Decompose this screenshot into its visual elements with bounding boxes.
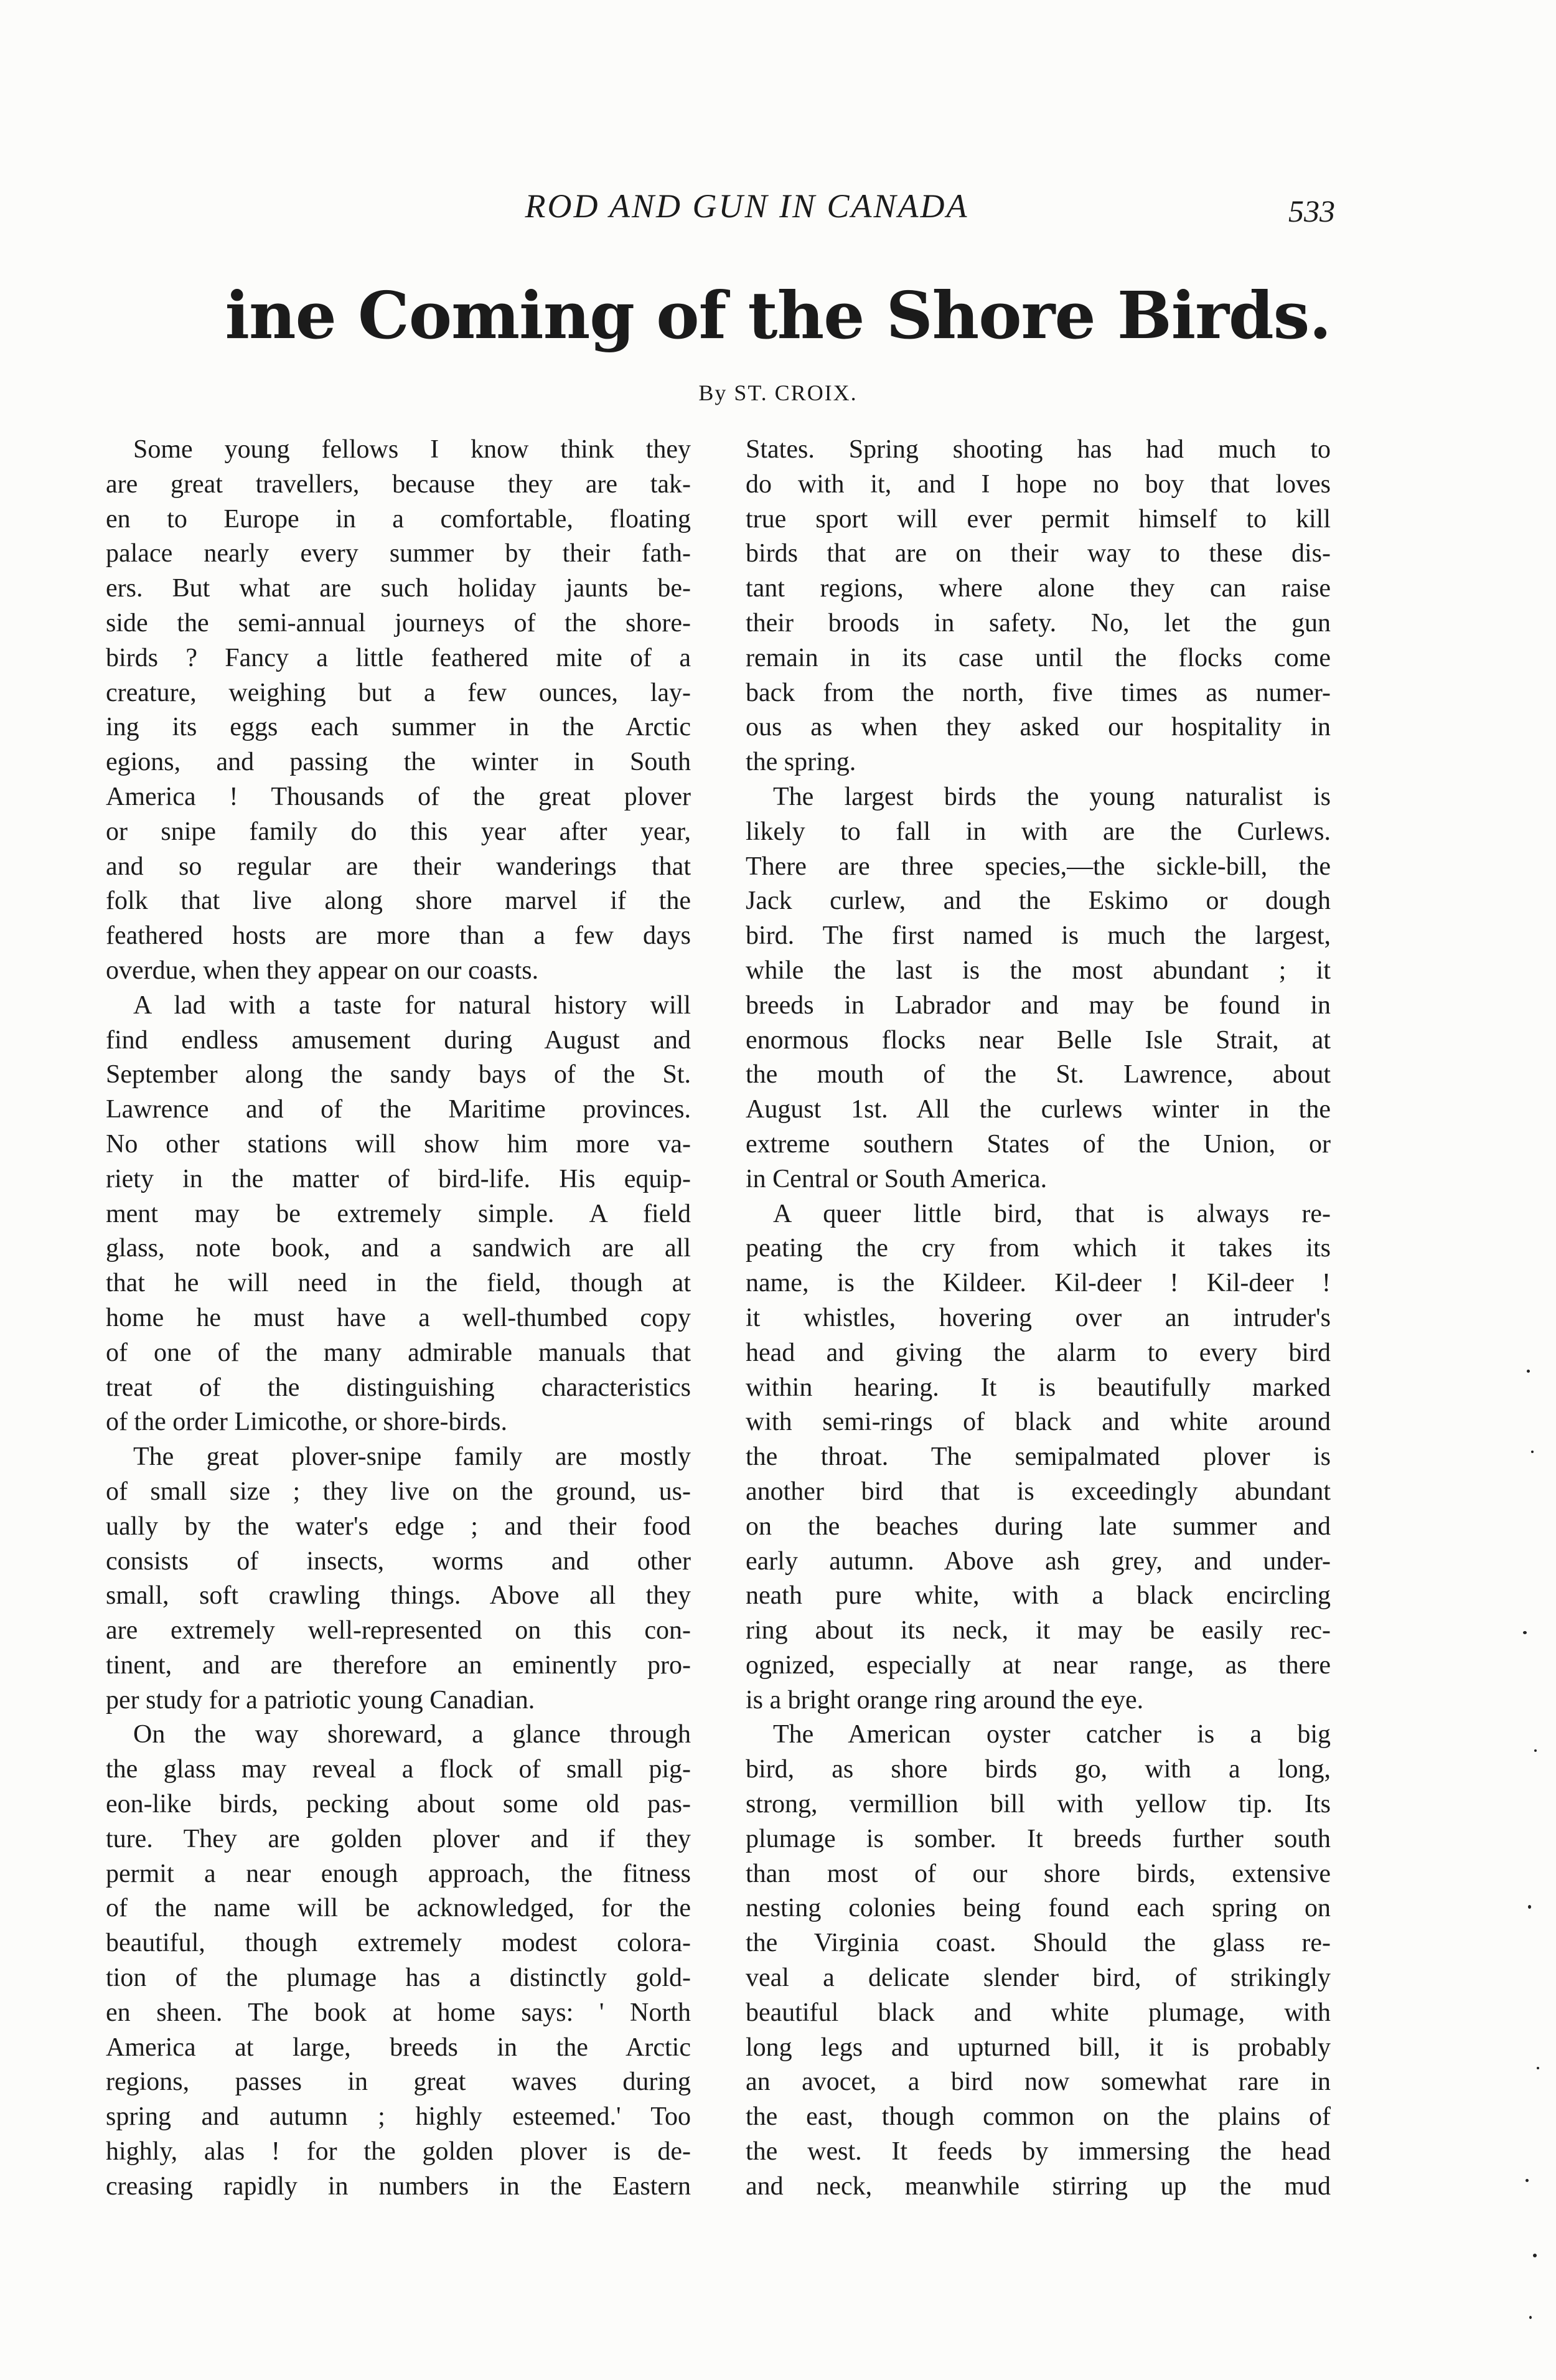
text-line: name, is the Kildeer. Kil-deer ! Kil-deer ! <box>746 1269 1331 1298</box>
text-line: consists of insects, worms and other <box>106 1546 691 1576</box>
text-line: birds ? Fancy a little feathered mite of a <box>106 643 691 672</box>
byline: By ST. CROIX. <box>698 380 858 405</box>
text-line: veal a delicate slender bird, of strikingly <box>746 1964 1331 1993</box>
text-line: No other stations will show him more va- <box>106 1129 691 1159</box>
text-line: peating the cry from which it takes its <box>746 1234 1331 1263</box>
text-line: en sheen. The book at home says: ' North <box>106 1998 691 2027</box>
text-line: strong, vermillion bill with yellow tip. Its <box>746 1790 1331 1819</box>
text-line: highly, alas ! for the golden plover is de- <box>106 2137 691 2166</box>
text-line: long legs and upturned bill, it is probably <box>746 2033 1331 2062</box>
text-line: The great plover-snipe family are mostly <box>133 1442 691 1472</box>
text-line: spring and autumn ; highly esteemed.' Too <box>106 2102 691 2132</box>
text-line: the west. It feeds by immersing the head <box>746 2137 1331 2166</box>
text-line: August 1st. All the curlews winter in the <box>746 1095 1331 1124</box>
text-line: another bird that is exceedingly abundant <box>746 1477 1331 1506</box>
right-column <box>746 433 1331 2204</box>
text-line: beautiful, though extremely modest colora- <box>106 1929 691 1958</box>
text-line: neath pure white, with a black encircling <box>746 1581 1331 1611</box>
text-line: breeds in Labrador and may be found in <box>746 990 1331 1020</box>
text-line: On the way shoreward, a glance through <box>133 1720 691 1749</box>
page-number: 533 <box>1288 194 1335 228</box>
text-line: States. Spring shooting has had much to <box>746 435 1331 464</box>
text-line: their broods in safety. No, let the gun <box>746 608 1331 637</box>
text-line: while the last is the most abundant ; it <box>746 956 1331 985</box>
text-line: riety in the matter of bird-life. His equip- <box>106 1164 691 1193</box>
running-head <box>0 187 1556 237</box>
text-line: ment may be extremely simple. A field <box>106 1199 691 1228</box>
text-line: ognized, especially at near range, as there <box>746 1650 1331 1680</box>
text-line: early autumn. Above ash grey, and under- <box>746 1546 1331 1576</box>
text-line: Jack curlew, and the Eskimo or dough <box>746 887 1331 916</box>
text-line: ers. But what are such holiday jaunts be- <box>106 574 691 603</box>
text-line: enormous flocks near Belle Isle Strait, at <box>746 1025 1331 1055</box>
text-line: likely to fall in with are the Curlews. <box>746 817 1331 846</box>
article-title: ine Coming of the Shore Birds. <box>225 277 1331 354</box>
text-line: A lad with a taste for natural history will <box>133 990 691 1020</box>
text-line: the glass may reveal a flock of small pig- <box>106 1755 691 1784</box>
text-line: within hearing. It is beautifully marked <box>746 1373 1331 1402</box>
text-line: palace nearly every summer by their fath- <box>106 539 691 568</box>
text-line: in Central or South America. <box>746 1164 1047 1193</box>
text-line: extreme southern States of the Union, or <box>746 1129 1331 1159</box>
text-line: is a bright orange ring around the eye. <box>746 1685 1144 1714</box>
text-line: egions, and passing the winter in South <box>106 748 691 777</box>
text-line: The American oyster catcher is a big <box>773 1720 1331 1749</box>
running-title: ROD AND GUN IN CANADA <box>525 187 969 225</box>
text-line: home he must have a well-thumbed copy <box>106 1303 691 1332</box>
text-line: ing its eggs each summer in the Arctic <box>106 713 691 742</box>
text-line: the Virginia coast. Should the glass re- <box>746 1929 1331 1958</box>
text-line: than most of our shore birds, extensive <box>746 1859 1331 1888</box>
text-line: and so regular are their wanderings that <box>106 852 691 881</box>
text-line: America at large, breeds in the Arctic <box>106 2033 691 2062</box>
text-line: per study for a patriotic young Canadian. <box>106 1685 535 1714</box>
text-line: folk that live along shore marvel if the <box>106 887 691 916</box>
scan-edge-specks <box>1516 1370 1547 2366</box>
text-line: feathered hosts are more than a few days <box>106 921 691 951</box>
text-line: are great travellers, because they are tak- <box>106 469 691 499</box>
text-line: of one of the many admirable manuals that <box>106 1338 691 1367</box>
text-line: are extremely well-represented on this con- <box>106 1616 691 1645</box>
text-line: remain in its case until the flocks come <box>746 643 1331 672</box>
text-line: that he will need in the field, though at <box>106 1269 691 1298</box>
text-line: plumage is somber. It breeds further south <box>746 1824 1331 1853</box>
text-line: en to Europe in a comfortable, floating <box>106 504 691 534</box>
text-line: tant regions, where alone they can raise <box>746 574 1331 603</box>
text-line: back from the north, five times as numer- <box>746 678 1331 707</box>
text-line: ring about its neck, it may be easily rec- <box>746 1616 1331 1645</box>
text-line: overdue, when they appear on our coasts. <box>106 956 539 985</box>
text-line: do with it, and I hope no boy that loves <box>746 469 1331 499</box>
text-line: of the order Limicothe, or shore-birds. <box>106 1408 507 1437</box>
text-line: the spring. <box>746 748 856 777</box>
text-line: bird, as shore birds go, with a long, <box>746 1755 1331 1784</box>
text-line: creature, weighing but a few ounces, lay- <box>106 678 691 707</box>
text-line: or snipe family do this year after year, <box>106 817 691 846</box>
text-line: the throat. The semipalmated plover is <box>746 1442 1331 1472</box>
text-line: with semi-rings of black and white around <box>746 1408 1331 1437</box>
text-line: true sport will ever permit himself to kill <box>746 504 1331 534</box>
text-line: beautiful black and white plumage, with <box>746 1998 1331 2027</box>
text-line: treat of the distinguishing characteristics <box>106 1373 691 1402</box>
text-line: nesting colonies being found each spring on <box>746 1894 1331 1923</box>
text-line: regions, passes in great waves during <box>106 2067 691 2097</box>
text-line: small, soft crawling things. Above all they <box>106 1581 691 1611</box>
text-line: September along the sandy bays of the St. <box>106 1060 691 1089</box>
text-line: A queer little bird, that is always re- <box>773 1199 1331 1228</box>
text-line: glass, note book, and a sandwich are all <box>106 1234 691 1263</box>
text-line: eon-like birds, pecking about some old pas- <box>106 1790 691 1819</box>
text-line: side the semi-annual journeys of the shore- <box>106 608 691 637</box>
text-line: creasing rapidly in numbers in the Eastern <box>106 2171 691 2201</box>
text-line: of small size ; they live on the ground, us- <box>106 1477 691 1506</box>
text-line: birds that are on their way to these dis- <box>746 539 1331 568</box>
text-line: on the beaches during late summer and <box>746 1512 1331 1541</box>
left-column <box>106 433 691 2204</box>
text-line: of the name will be acknowledged, for the <box>106 1894 691 1923</box>
text-line: permit a near enough approach, the fitness <box>106 1859 691 1888</box>
text-line: an avocet, a bird now somewhat rare in <box>746 2067 1331 2097</box>
text-line: find endless amusement during August and <box>106 1025 691 1055</box>
text-line: The largest birds the young naturalist is <box>773 782 1331 811</box>
text-line: tion of the plumage has a distinctly gold- <box>106 1964 691 1993</box>
text-line: it whistles, hovering over an intruder's <box>746 1303 1331 1332</box>
text-line: head and giving the alarm to every bird <box>746 1338 1331 1367</box>
text-line: and neck, meanwhile stirring up the mud <box>746 2171 1331 2201</box>
text-line: the mouth of the St. Lawrence, about <box>746 1060 1331 1089</box>
text-line: the east, though common on the plains of <box>746 2102 1331 2132</box>
text-line: bird. The first named is much the largest, <box>746 921 1331 951</box>
text-line: ture. They are golden plover and if they <box>106 1824 691 1853</box>
text-line: ous as when they asked our hospitality in <box>746 713 1331 742</box>
text-line: Some young fellows I know think they <box>133 435 691 464</box>
text-line: There are three species,—the sickle-bill, the <box>746 852 1331 881</box>
text-line: Lawrence and of the Maritime provinces. <box>106 1095 691 1124</box>
text-line: ually by the water's edge ; and their food <box>106 1512 691 1541</box>
text-line: tinent, and are therefore an eminently pro- <box>106 1650 691 1680</box>
text-line: America ! Thousands of the great plover <box>106 782 691 811</box>
